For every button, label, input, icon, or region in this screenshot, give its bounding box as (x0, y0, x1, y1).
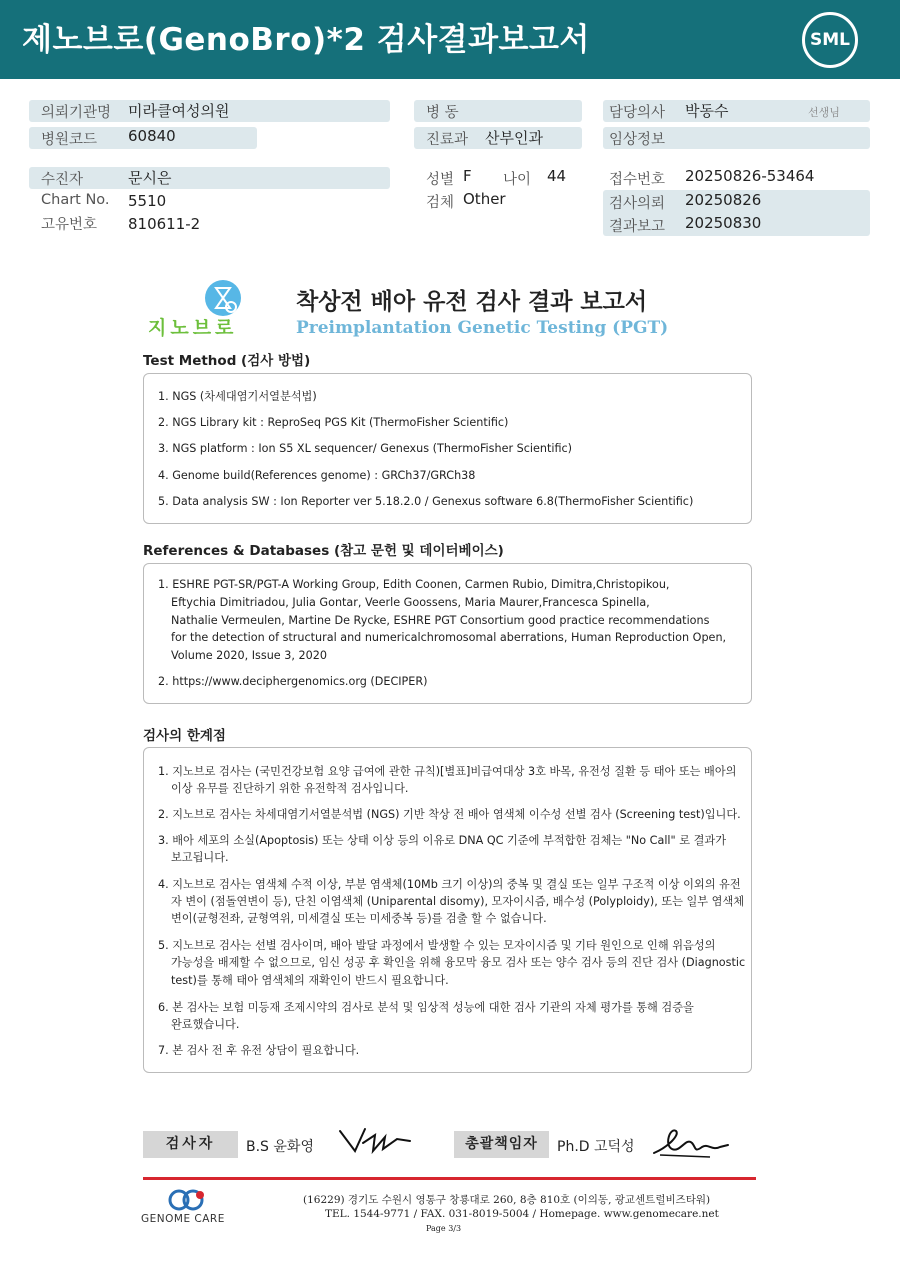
page-number: Page 3/3 (426, 1224, 462, 1233)
dept-value: 산부인과 (485, 129, 543, 147)
footer-divider (143, 1177, 756, 1180)
report-title-english: Preimplantation Genetic Testing (PGT) (296, 318, 669, 338)
dna-hourglass-icon (205, 280, 241, 316)
reference-line: Nathalie Vermeulen, Martine De Rycke, ESHRE PGT Consortium good practice recommendations (171, 614, 710, 627)
limitation-line: 2. 지노브로 검사는 차세대염기서열분석법 (NGS) 기반 착상 전 배아 염색체 이수성 선별 검사 (Screening test)입니다. (158, 808, 741, 821)
examiner-name: B.S 윤화영 (246, 1139, 314, 1155)
patient-label: 수진자 (41, 172, 84, 188)
limitation-line: 4. 지노브로 검사는 염색체 수적 이상, 부분 염색체(10Mb 크기 이상)의 중복 및 결실 또는 일부 구조적 이상 이외의 유전 (158, 878, 741, 891)
receipt-label: 접수번호 (609, 172, 666, 188)
method-item: 3. NGS platform : Ion S5 XL sequencer/ Genexus (ThermoFisher Scientific) (158, 442, 573, 455)
method-heading: Test Method (검사 방법) (143, 353, 311, 369)
request-label: 검사의뢰 (609, 196, 666, 212)
genobro-logo-text: 지노브로 (148, 317, 238, 339)
footer-contact: TEL. 1544-9771 / FAX. 031-8019-5004 / Homepage. www.genomecare.net (325, 1208, 719, 1220)
institution-label: 의뢰기관명 (41, 105, 112, 121)
receipt-value: 20250826-53464 (685, 167, 815, 185)
report-label: 결과보고 (609, 219, 666, 235)
limitation-line: test)를 통해 태아 염색체의 재확인이 반드시 필요합니다. (171, 974, 449, 987)
company-name: GENOME CARE (141, 1213, 225, 1225)
director-signature (650, 1125, 732, 1167)
method-item: 1. NGS (차세대염기서열분석법) (158, 390, 317, 403)
limitation-line: 보고됩니다. (171, 851, 229, 864)
reference-line: Eftychia Dimitriadou, Julia Gontar, Veerle Goossens, Maria Maurer,Francesca Spinella, (171, 596, 650, 609)
reference-line: Volume 2020, Issue 3, 2020 (171, 649, 327, 662)
header-bar (0, 0, 900, 79)
director-name: Ph.D 고덕성 (557, 1139, 635, 1155)
clinical-label: 임상정보 (609, 132, 666, 148)
page-title: 제노브로(GenoBro)*2 검사결과보고서 (22, 22, 590, 58)
dept-label: 진료과 (426, 132, 469, 148)
limitation-line: 변이(균형전좌, 균형역위, 미세결실 또는 미세중복 등)를 검출 할 수 없습니다. (171, 912, 547, 925)
institution-value: 미라클여성의원 (128, 102, 230, 120)
genome-care-logo-icon (167, 1188, 207, 1216)
patient-value: 문시은 (128, 169, 172, 187)
patient-row (29, 167, 390, 189)
limitation-line: 1. 지노브로 검사는 (국민건강보험 요양 급여에 관한 규칙)[별표]비급여대상 3호 바목, 유전성 질환 등 태아 또는 배아의 (158, 765, 737, 778)
examiner-signature (335, 1123, 415, 1167)
limitation-line: 가능성을 배제할 수 없으므로, 임신 성공 후 확인을 위해 융모막 융모 검사 또는 양수 검사 등의 진단 검사 (Diagnostic (171, 956, 746, 969)
chart-label: Chart No. (41, 192, 110, 208)
ward-label: 병 동 (426, 105, 459, 121)
chart-value: 5510 (128, 192, 167, 210)
report-title-korean: 착상전 배아 유전 검사 결과 보고서 (296, 289, 648, 315)
request-value: 20250826 (685, 191, 762, 209)
sex-value: F (463, 167, 472, 185)
examiner-label: 검사자 (143, 1131, 238, 1158)
doctor-label: 담당의사 (609, 105, 666, 121)
footer-address: (16229) 경기도 수원시 영통구 창룡대로 260, 8층 810호 (이의동, 광교센트럴비즈타워) (303, 1194, 711, 1206)
specimen-value: Other (463, 190, 506, 208)
limitation-line: 5. 지노브로 검사는 선별 검사이며, 배아 발달 과정에서 발생할 수 있는 모자이시즘 및 기타 원인으로 인해 위음성의 (158, 939, 716, 952)
id-label: 고유번호 (41, 217, 98, 233)
director-label: 총괄책임자 (454, 1131, 549, 1158)
limitation-line: 자 변이 (점돌연변이 등), 단친 이염색체 (Uniparental disomy), 모자이시즘, 배수성 (Polyploidy), 또는 일부 염색체 (171, 895, 745, 908)
limitation-line: 7. 본 검사 전 후 유전 상담이 필요합니다. (158, 1044, 360, 1057)
method-box (143, 373, 752, 524)
limitations-heading: 검사의 한계점 (143, 728, 226, 744)
report-value: 20250830 (685, 214, 762, 232)
limitation-line: 3. 배아 세포의 소실(Apoptosis) 또는 상태 이상 등의 이유로 DNA QC 기준에 부적합한 검체는 "No Call" 로 결과가 (158, 834, 727, 847)
id-value: 810611-2 (128, 215, 201, 233)
method-item: 2. NGS Library kit : ReproSeq PGS Kit (ThermoFisher Scientific) (158, 416, 509, 429)
doctor-value: 박동수 (685, 102, 729, 120)
references-heading: References & Databases (참고 문헌 및 데이터베이스) (143, 543, 504, 559)
sml-logo-icon: SML (802, 12, 858, 68)
method-item: 5. Data analysis SW : Ion Reporter ver 5.18.2.0 / Genexus software 6.8(ThermoFisher Scientific) (158, 495, 694, 508)
method-item: 4. Genome build(References genome) : GRCh37/GRCh38 (158, 469, 476, 482)
limitation-line: 이상 유무를 진단하기 위한 유전학적 검사입니다. (171, 782, 409, 795)
age-label: 나이 (503, 172, 532, 188)
hospital-code-label: 병원코드 (41, 132, 98, 148)
limitation-line: 완료했습니다. (171, 1018, 240, 1031)
reference-link[interactable]: 2. https://www.deciphergenomics.org (DECIPER) (158, 675, 428, 688)
reference-line: for the detection of structural and numericalchromosomal aberrations, Human Reproduction Open, (171, 631, 727, 644)
doctor-suffix: 선생님 (808, 106, 840, 119)
hospital-code-value: 60840 (128, 127, 176, 145)
references-box (143, 563, 752, 704)
age-value: 44 (547, 167, 567, 185)
sex-label: 성별 (426, 172, 455, 188)
limitation-line: 6. 본 검사는 보험 미등재 조제시약의 검사로 분석 및 임상적 성능에 대한 검사 기관의 자체 평가를 통해 검증을 (158, 1001, 694, 1014)
specimen-label: 검체 (426, 195, 455, 211)
limitations-box (143, 747, 752, 1073)
reference-line: 1. ESHRE PGT-SR/PGT-A Working Group, Edith Coonen, Carmen Rubio, Dimitra,Christopikou, (158, 578, 670, 591)
